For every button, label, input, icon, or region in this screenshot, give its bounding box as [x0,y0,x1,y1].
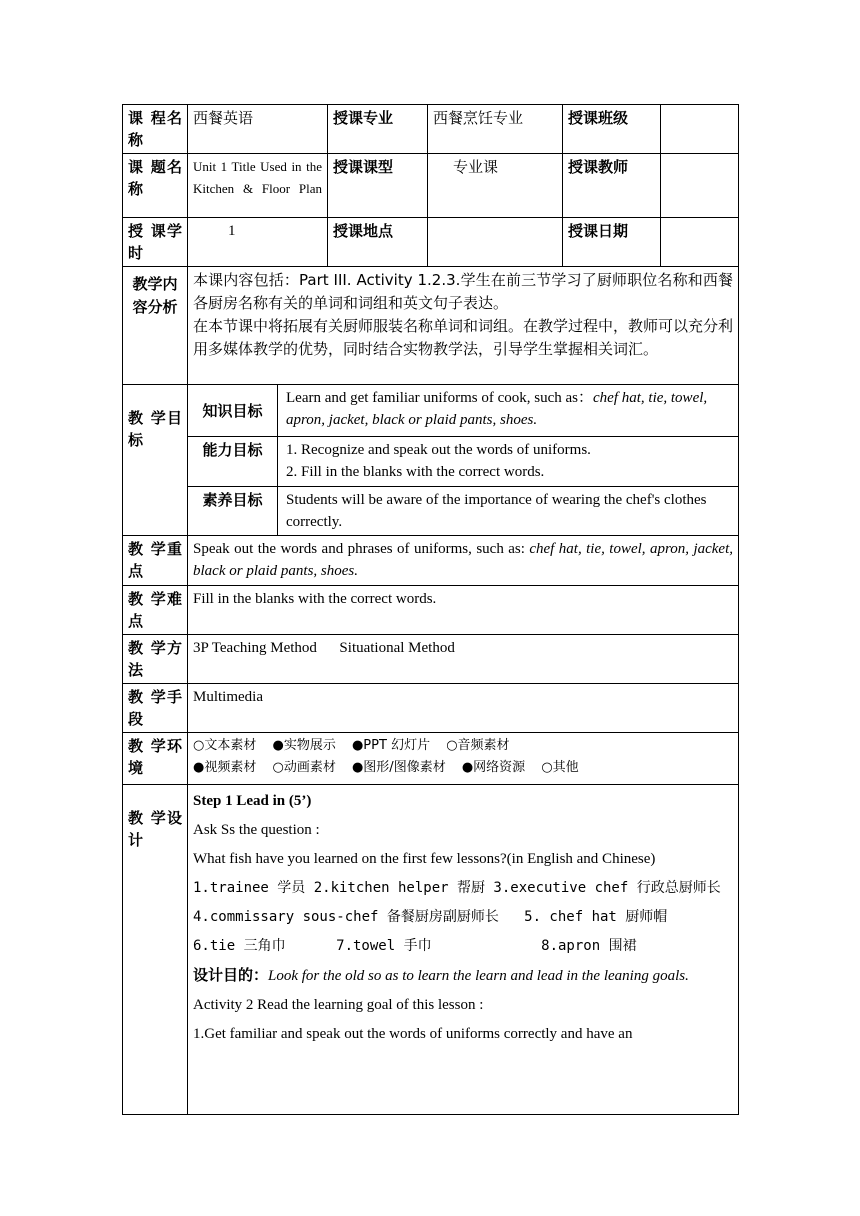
knowledge-text: Learn and get familiar uniforms of cook, such as： [286,390,593,406]
class-value [661,105,739,154]
hours-value: 1 [188,218,328,267]
env-item: ○其他 [541,760,579,775]
row-course [123,105,739,154]
place-label: 授课地点 [328,218,428,267]
key-points-cell [188,536,739,586]
quality-text: Students will be aware of the importance of wearing the chef's clothes correctly. [278,487,739,536]
row-design [123,785,739,1115]
design-purpose [193,961,733,991]
type-label: 授课课型 [328,154,428,218]
major-value: 西餐烹饪专业 [428,105,563,154]
design-label: 教 学设计 [123,785,188,1115]
row-objectives-quality [123,487,739,536]
means-text: Multimedia [188,684,739,733]
date-label: 授课日期 [563,218,661,267]
hours-label: 授 课学时 [123,218,188,267]
environment-row-1 [193,735,733,757]
objectives-label: 教 学目标 [123,385,188,536]
env-item: ●实物展示 [272,738,336,753]
knowledge-items: chef hat, tie, towel, apron, jacket, black or plaid pants, shoes. [286,390,708,428]
env-item: ●网络资源 [461,760,526,775]
row-analysis [123,267,739,385]
teacher-label: 授课教师 [563,154,661,218]
env-item: ○音频素材 [446,738,510,753]
methods-text: 3P Teaching Method Situational Method [188,635,739,684]
major-label: 授课专业 [328,105,428,154]
row-objectives-ability [123,437,739,487]
row-environment [123,733,739,785]
quality-label: 素养目标 [188,487,278,536]
knowledge-label: 知识目标 [188,385,278,437]
lesson-plan-table [122,104,739,1115]
analysis-para-2: 在本节课中将拓展有关厨师服装名称单词和词组。在教学过程中，教师可以充分利用多媒体教学的优势，同时结合实物教学法，引导学生掌握相关词汇。 [193,317,734,358]
topic-value: Unit 1 Title Used in the Kitchen & Floor Plan [188,154,328,218]
course-label: 课 程名称 [123,105,188,154]
means-label: 教 学手段 [123,684,188,733]
environment-label: 教 学环境 [123,733,188,785]
design-vocab-2: 4.commissary sous-chef 备餐厨房副厨师长 5. chef hat 厨师帽 [193,909,668,925]
key-points-items: chef hat, tie, towel, apron, jacket, black or plaid pants, shoes. [193,541,734,579]
env-item: ●视频素材 [193,760,257,775]
ability-label: 能力目标 [188,437,278,487]
ability-item-1: 1. Recognize and speak out the words of uniforms. [286,442,591,458]
env-item: ●图形/图像素材 [351,760,446,775]
design-question: What fish have you learned on the first few lessons?(in English and Chinese) [193,851,656,867]
analysis-para-1: 本课内容包括：Part III. Activity 1.2.3.学生在前三节学习了厨师职位名称和西餐各厨房名称有关的单词和词组和英文句子表达。 [193,271,734,312]
design-vocab-3: 6.tie 三角巾 7.towel 手巾 8.apron 围裙 [193,938,637,954]
purpose-label: 设计目的： [193,966,269,984]
row-means [123,684,739,733]
key-points-text: Speak out the words and phrases of uniforms, such as: [193,541,530,557]
date-value [661,218,739,267]
type-value: 专业课 [428,154,563,218]
design-activity-2: Activity 2 Read the learning goal of this lesson : [193,997,484,1013]
design-vocab-1: 1.trainee 学员 2.kitchen helper 帮厨 3.executive chef 行政总厨师长 [193,880,721,896]
key-points-label: 教 学重点 [123,536,188,586]
row-key-points [123,536,739,586]
topic-label: 课 题名称 [123,154,188,218]
row-topic [123,154,739,218]
row-hours [123,218,739,267]
class-label: 授课班级 [563,105,661,154]
env-item: ○动画素材 [272,760,336,775]
course-value: 西餐英语 [188,105,328,154]
design-goal-1: 1.Get familiar and speak out the words of uniforms correctly and have an [193,1026,633,1042]
row-methods [123,635,739,684]
design-ask: Ask Ss the question : [193,822,320,838]
env-item: ●PPT 幻灯片 [351,738,431,753]
difficulties-label: 教 学难点 [123,586,188,635]
difficulties-text: Fill in the blanks with the correct words. [188,586,739,635]
ability-item-2: 2. Fill in the blanks with the correct words. [286,464,545,480]
analysis-label: 教学内容分析 [123,267,188,385]
environment-row-2 [193,757,733,779]
purpose-text: Look for the old so as to learn the learn and lead in the leaning goals. [268,968,689,984]
knowledge-cell [278,385,739,437]
design-step-1: Step 1 Lead in (5’) [193,793,312,809]
row-difficulties [123,586,739,635]
methods-label: 教 学方法 [123,635,188,684]
row-objectives-knowledge [123,385,739,437]
teacher-value [661,154,739,218]
place-value [428,218,563,267]
env-item: ○文本素材 [193,738,257,753]
